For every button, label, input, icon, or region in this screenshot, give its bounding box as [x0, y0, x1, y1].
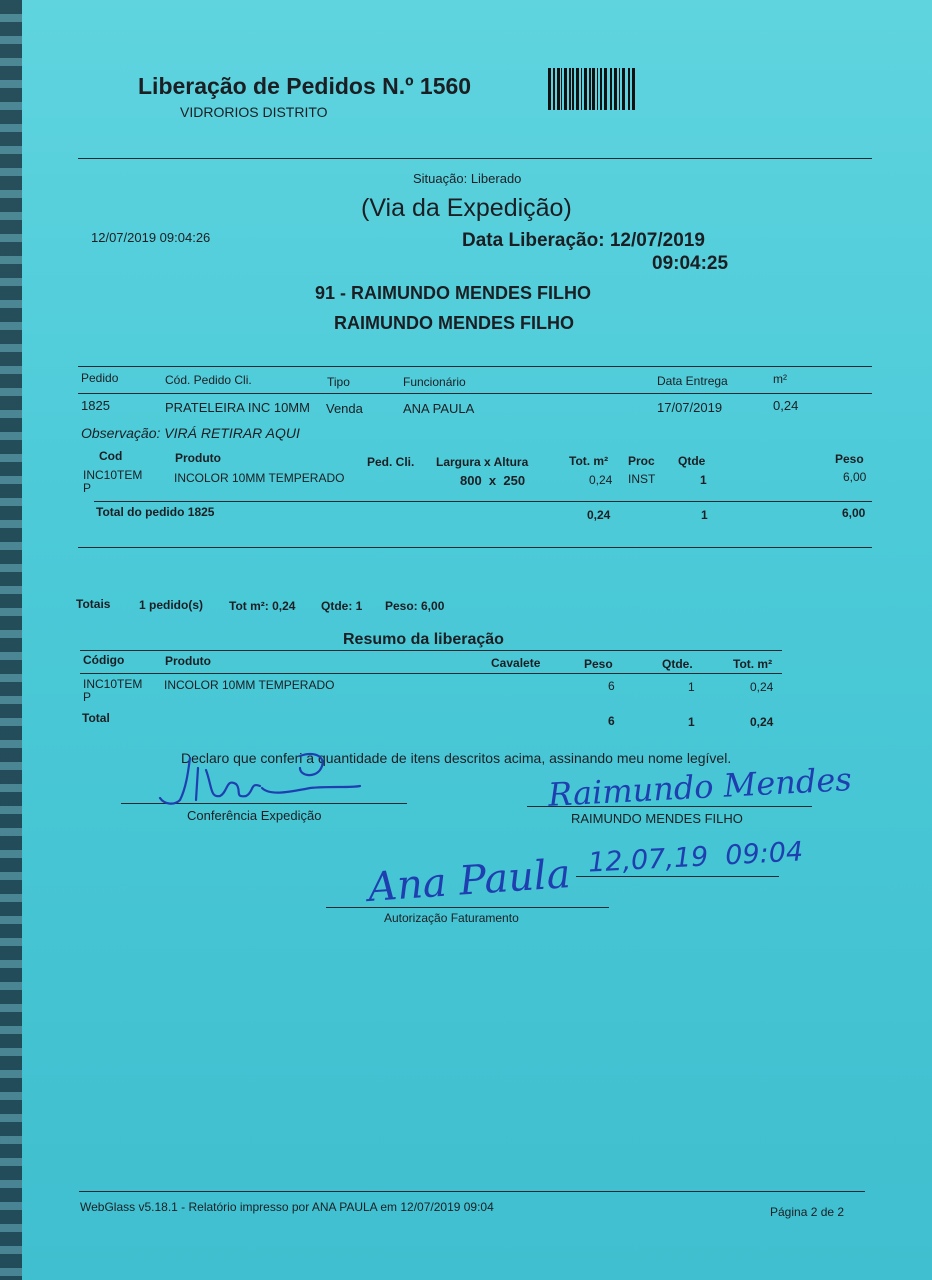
order-table-bottom-rule [78, 547, 872, 548]
autorizacao-signature-line [326, 907, 609, 908]
binding-edge [0, 0, 22, 1280]
client-name-line1: 91 - RAIMUNDO MENDES FILHO [315, 283, 592, 303]
resumo-col-tot-m2: Tot. m² [733, 657, 773, 671]
item-tot-m2: 0,24 [589, 473, 613, 487]
order-total-peso: 6,00 [842, 506, 866, 520]
item-cod-line1: INC10TEM [83, 468, 143, 482]
col-cod-pedido-cli: Cód. Pedido Cli. [165, 373, 252, 387]
order-table-top-rule [78, 366, 872, 367]
footer-page-number: Página 2 de 2 [770, 1205, 845, 1219]
col-tipo: Tipo [327, 375, 350, 389]
resumo-peso: 6 [608, 679, 615, 693]
declaration-text: Declaro que conferi a quantidade de itens descritos acima, assinando meu nome legível. [181, 750, 732, 766]
autorizacao-label: Autorização Faturamento [384, 911, 519, 925]
col-funcionario: Funcionário [403, 375, 466, 389]
resumo-col-codigo: Código [83, 653, 125, 667]
resumo-codigo-line1: INC10TEM [83, 677, 143, 691]
order-total-m2: 0,24 [587, 508, 611, 522]
footer-report-info: WebGlass v5.18.1 - Relatório impresso por ANA PAULA em 12/07/2019 09:04 [80, 1200, 494, 1214]
autorizacao-handwritten-signature: Ana Paula [366, 850, 572, 912]
items-col-ped-cli: Ped. Cli. [367, 455, 415, 469]
resumo-codigo-line2: P [83, 690, 92, 704]
item-dimensions: 800 x 250 [460, 473, 526, 488]
col-pedido: Pedido [81, 371, 119, 385]
document-title: Liberação de Pedidos N.º 1560 [138, 73, 472, 99]
item-proc: INST [628, 472, 656, 486]
item-cod-line2: P [83, 481, 92, 495]
item-peso: 6,00 [843, 470, 867, 484]
client-name-line2: RAIMUNDO MENDES FILHO [334, 313, 574, 333]
totais-tot-m2: Tot m²: 0,24 [229, 599, 296, 613]
resumo-col-qtde: Qtde. [662, 657, 693, 671]
resumo-title: Resumo da liberação [343, 631, 504, 648]
order-pedido: 1825 [81, 398, 110, 413]
col-m2: m² [773, 372, 787, 386]
order-table-header-rule [78, 393, 872, 394]
items-col-proc: Proc [628, 454, 655, 468]
resumo-tot-m2: 0,24 [750, 680, 774, 694]
order-m2: 0,24 [773, 398, 799, 413]
via-label: (Via da Expedição) [361, 194, 572, 222]
resumo-total-peso: 6 [608, 714, 615, 728]
items-col-produto: Produto [175, 451, 221, 465]
item-produto: INCOLOR 10MM TEMPERADO [174, 471, 345, 485]
items-total-rule [94, 501, 872, 502]
items-col-peso: Peso [835, 452, 864, 466]
client-signature-name: RAIMUNDO MENDES FILHO [571, 811, 743, 826]
resumo-total-qtde: 1 [688, 715, 695, 729]
resumo-total-label: Total [82, 711, 110, 725]
order-observacao: Observação: VIRÁ RETIRAR AQUI [81, 425, 300, 441]
data-liberacao-time: 09:04:25 [652, 253, 729, 274]
order-cod-pedido-cli: PRATELEIRA INC 10MM [165, 400, 310, 415]
footer-rule [79, 1191, 865, 1192]
data-liberacao: Data Liberação: 12/07/2019 [462, 230, 705, 251]
items-col-cod: Cod [99, 449, 123, 463]
totais-peso: Peso: 6,00 [385, 599, 445, 613]
resumo-col-peso: Peso [584, 657, 613, 671]
totais-pedidos: 1 pedido(s) [139, 598, 204, 612]
resumo-header-rule [80, 673, 782, 674]
conferencia-signature-scribble [150, 748, 370, 818]
situacao-text: Situação: Liberado [413, 171, 522, 186]
resumo-top-rule [80, 650, 782, 651]
resumo-total-tot-m2: 0,24 [750, 715, 774, 729]
conferencia-label: Conferência Expedição [187, 808, 322, 823]
resumo-col-cavalete: Cavalete [491, 656, 541, 670]
items-col-qtde: Qtde [678, 454, 706, 468]
header-divider [78, 158, 872, 159]
handwritten-date: 12,07,19 09:04 [587, 836, 804, 879]
order-funcionario: ANA PAULA [403, 401, 475, 416]
barcode [548, 68, 652, 110]
totais-qtde: Qtde: 1 [321, 599, 363, 613]
client-handwritten-signature: Raimundo Mendes [547, 760, 853, 814]
order-total-qtde: 1 [701, 508, 708, 522]
order-tipo: Venda [326, 401, 363, 416]
order-total-label: Total do pedido 1825 [96, 505, 215, 519]
item-qtde: 1 [700, 473, 707, 487]
col-data-entrega: Data Entrega [657, 374, 728, 388]
resumo-produto: INCOLOR 10MM TEMPERADO [164, 678, 335, 692]
company-name: VIDRORIOS DISTRITO [180, 104, 328, 120]
items-col-largura-altura: Largura x Altura [436, 455, 529, 469]
printed-datetime: 12/07/2019 09:04:26 [91, 230, 211, 245]
resumo-col-produto: Produto [165, 654, 211, 668]
resumo-qtde: 1 [688, 680, 695, 694]
totais-label: Totais [76, 597, 111, 611]
order-data-entrega: 17/07/2019 [657, 400, 723, 415]
items-col-tot-m2: Tot. m² [569, 454, 609, 468]
